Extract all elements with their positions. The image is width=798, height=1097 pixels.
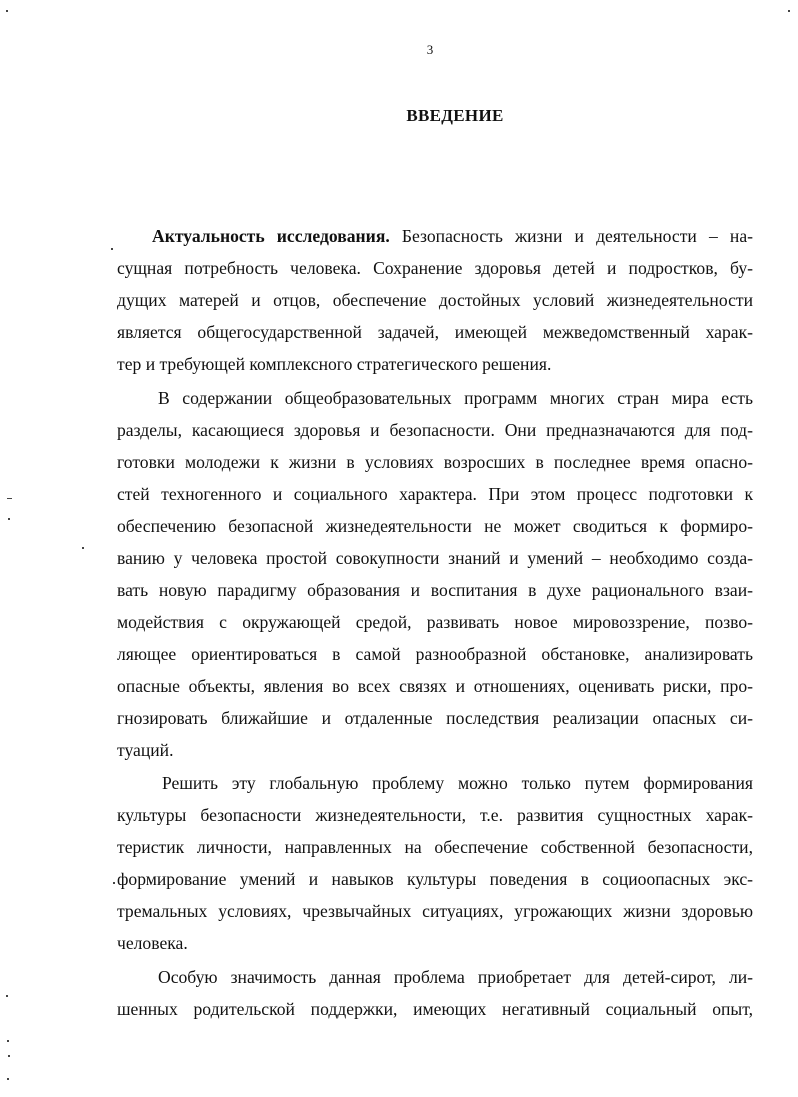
paragraph-2-line-11: гнозировать ближайшие и отдаленные последствия реализации опасных си- [117, 708, 753, 728]
scan-speck [8, 1055, 10, 1057]
paragraph-4-line-1: Особую значимость данная проблема приобретает для детей-сирот, ли- [158, 967, 753, 987]
scan-speck [8, 518, 10, 520]
paragraph-3-line-1: Решить эту глобальную проблему можно только путем формирования [162, 773, 753, 793]
paragraph-2-line-6: ванию у человека простой совокупности знаний и умений – необходимо созда- [117, 548, 753, 568]
paragraph-2-line-10: опасные объекты, явления во всех связях и отношениях, оценивать риски, про- [117, 676, 753, 696]
page-title: ВВЕДЕНИЕ [406, 106, 504, 125]
paragraph-1-lead: Актуальность исследования. [152, 226, 390, 246]
paragraph-2-line-12: туаций. [117, 740, 174, 760]
paragraph-1-line-5: тер и требующей комплексного стратегического решения. [117, 354, 552, 374]
paragraph-3-line-5: тремальных условиях, чрезвычайных ситуациях, угрожающих жизни здоровью [117, 901, 753, 921]
scan-speck [7, 498, 12, 499]
paragraph-1-line-2: сущная потребность человека. Сохранение здоровья детей и подростков, бу- [117, 258, 753, 278]
paragraph-3-line-4: формирование умений и навыков культуры поведения в социоопасных экс- [117, 869, 753, 889]
paragraph-2-line-3: готовки молодежи к жизни в условиях возросших в последнее время опасно- [117, 452, 753, 472]
paragraph-2-line-1: В содержании общеобразовательных программ многих стран мира есть [158, 388, 753, 408]
paragraph-2-line-9: ляющее ориентироваться в самой разнообразной обстановке, анализировать [117, 644, 753, 664]
paragraph-2-line-7: вать новую парадигму образования и воспитания в духе рационального взаи- [117, 580, 753, 600]
paragraph-4-line-2: шенных родительской поддержки, имеющих негативный социальный опыт, [117, 999, 753, 1019]
paragraph-1-line-3: дущих матерей и отцов, обеспечение достойных условий жизнедеятельности [117, 290, 753, 310]
scan-speck [6, 10, 8, 12]
paragraph-1-line-4: является общегосударственной задачей, имеющей межведомственный харак- [117, 322, 753, 342]
paragraph-2-line-4: стей техногенного и социального характера. При этом процесс подготовки к [117, 484, 753, 504]
scan-speck [82, 547, 84, 549]
scan-speck [113, 882, 115, 884]
paragraph-2-line-5: обеспечению безопасной жизнедеятельности не может сводиться к формиро- [117, 516, 753, 536]
paragraph-2-line-8: модействия с окружающей средой, развивать новое мировоззрение, позво- [117, 612, 753, 632]
paragraph-3-line-3: теристик личности, направленных на обеспечение собственной безопасности, [117, 837, 753, 857]
scan-speck [788, 10, 790, 12]
paragraph-2-line-2: разделы, касающиеся здоровья и безопасности. Они предназначаются для под- [117, 420, 753, 440]
paragraph-1-line-1 [152, 225, 753, 247]
paragraph-3-line-6: человека. [117, 933, 188, 953]
scan-speck [7, 1078, 9, 1080]
scan-speck [6, 995, 8, 997]
page-number: 3 [426, 42, 434, 57]
scan-speck [7, 1040, 9, 1042]
paragraph-3-line-2: культуры безопасности жизнедеятельности, т.е. развития сущностных харак- [117, 805, 753, 825]
paragraph-1-line-1-text: Безопасность жизни и деятельности – на- [389, 226, 754, 246]
scan-speck [111, 248, 113, 250]
